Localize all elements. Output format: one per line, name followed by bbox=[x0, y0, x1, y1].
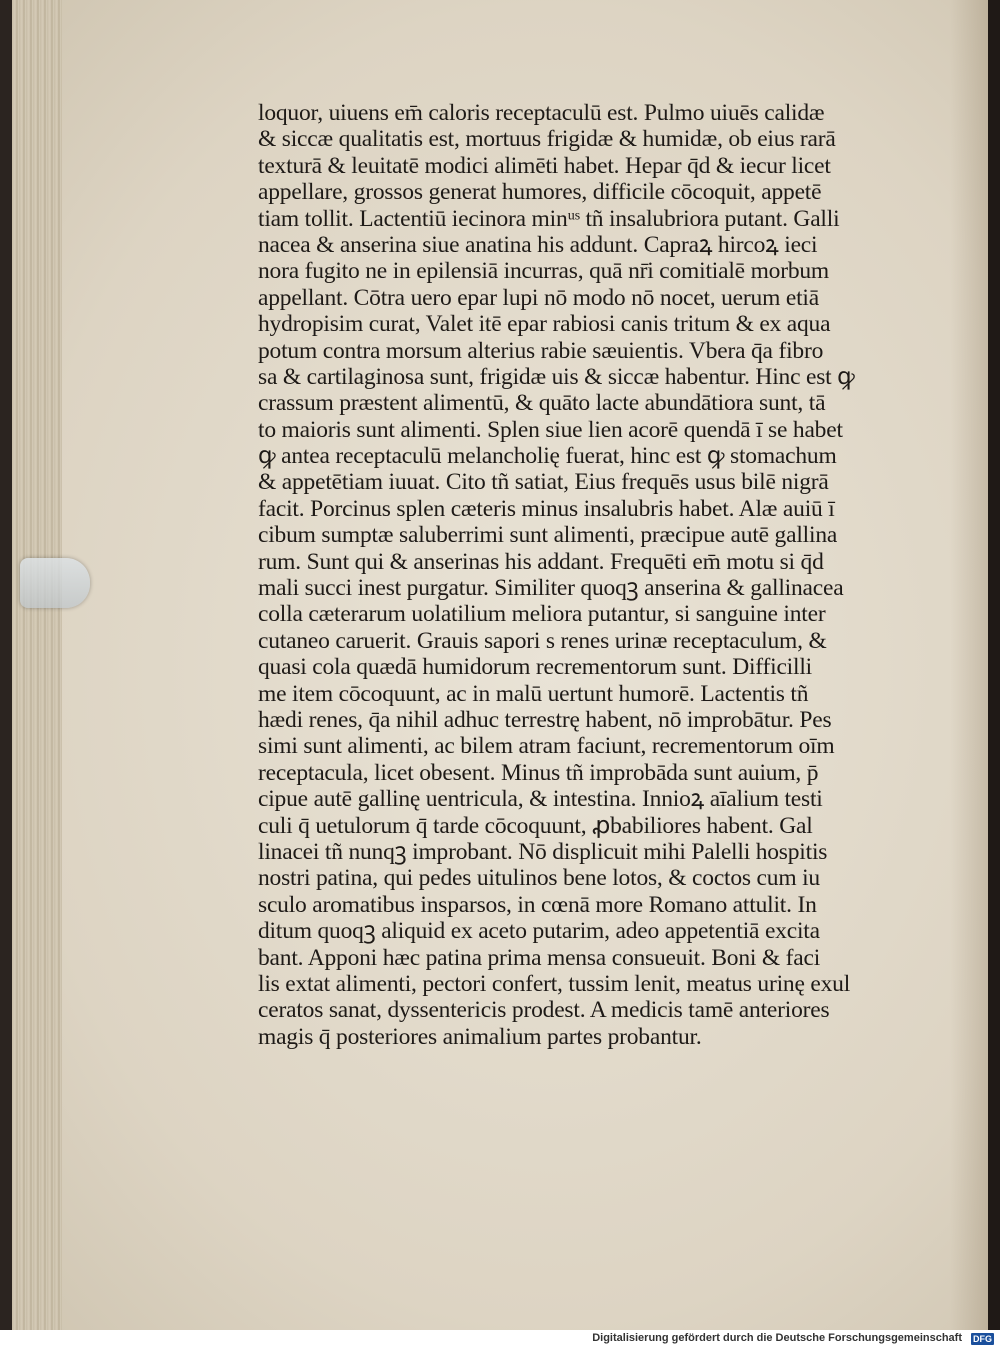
text-line: crassum præstent alimentū, & quāto lacte abundātiora sunt, tā bbox=[258, 390, 826, 417]
text-line: appellant. Cōtra uero epar lupi nō modo nō nocet, uerum etiā bbox=[258, 284, 819, 311]
text-line: sa & cartilaginosa sunt, frigidæ uis & siccæ habentur. Hinc est ꝙ bbox=[258, 363, 855, 390]
funding-credit: Digitalisierung gefördert durch die Deutsche Forschungsgemeinschaft bbox=[592, 1332, 962, 1344]
digitization-footer bbox=[0, 1330, 1000, 1349]
text-line: facit. Porcinus splen cæteris minus insalubris habet. Alæ auiū ī bbox=[258, 495, 835, 522]
text-line: hydropisim curat, Valet itē epar rabiosi canis tritum & ex aqua bbox=[258, 311, 831, 338]
text-line: texturā & leuitatē modici alimēti habet. Hepar q̄d & iecur licet bbox=[258, 152, 831, 179]
dfg-logo[interactable]: DFG bbox=[973, 1334, 992, 1344]
text-line: quasi cola quædā humidorum recrementorum sunt. Difficilli bbox=[258, 654, 813, 681]
text-line: nora fugito ne in epilensiā incurras, quā nr̄i comitialē morbum bbox=[258, 258, 830, 285]
text-line: rum. Sunt qui & anserinas his addant. Frequēti em̄ motu si q̄d bbox=[258, 548, 824, 575]
text-line: hædi renes, q̄a nihil adhuc terrestrę habent, nō improbātur. Pes bbox=[258, 706, 832, 733]
page-edges bbox=[12, 0, 62, 1330]
text-line: & siccæ qualitatis est, mortuus frigidæ & humidæ, ob eius rarā bbox=[258, 126, 836, 153]
gutter-shadow bbox=[950, 0, 990, 1330]
text-line: culi q̄ uetulorum q̄ tarde cōcoquunt, ꝓbabiliores habent. Gal bbox=[258, 812, 813, 839]
text-line: nostri patina, qui pedes uitulinos bene lotos, & coctos cum iu bbox=[258, 865, 820, 892]
text-line: bant. Apponi hæc patina prima mensa consueuit. Boni & faci bbox=[258, 944, 821, 971]
text-line: tiam tollit. Lactentiū iecinora minᵘˢ tñ insalubriora putant. Galli bbox=[258, 205, 840, 232]
text-line: to maioris sunt alimenti. Splen siue lien acorē quendā ī se habet bbox=[258, 416, 843, 443]
text-line: simi sunt alimenti, ac bilem atram faciunt, recrementorum oīm bbox=[258, 733, 835, 760]
text-line: colla cæterarum uolatilium meliora putantur, si sanguine inter bbox=[258, 601, 826, 628]
text-line: potum contra morsum alterius rabie sæuientis. Vbera q̄a fibro bbox=[258, 337, 824, 364]
text-line: mali succi inest purgatur. Similiter quoqꝫ anserina & gallinacea bbox=[258, 575, 844, 602]
text-line: appellare, grossos generat humores, difficile cōcoquit, appetē bbox=[258, 179, 822, 206]
text-line: cipue autē gallinę uentricula, & intestina. Innioꝝ aīalium testi bbox=[258, 786, 823, 813]
text-line: me item cōcoquunt, ac in malū uertunt humorē. Lactentis tñ bbox=[258, 680, 809, 707]
body-text bbox=[258, 100, 898, 1050]
text-line: & appetētiam iuuat. Cito tñ satiat, Eius frequēs usus bilē nigrā bbox=[258, 469, 829, 496]
text-line: magis q̄ posteriores animalium partes probantur. bbox=[258, 1023, 702, 1050]
text-line: ceratos sanat, dyssentericis prodest. A medicis tamē anteriores bbox=[258, 997, 830, 1024]
text-line: lis extat alimenti, pectori confert, tussim lenit, meatus urinę exul bbox=[258, 970, 851, 997]
text-line: nacea & anserina siue anatina his addunt. Capraꝝ hircoꝝ ieci bbox=[258, 231, 818, 258]
text-line: loquor, uiuens em̄ caloris receptaculū est. Pulmo uiuēs calidæ bbox=[258, 100, 825, 126]
text-line: cibum sumptæ saluberrimi sunt alimenti, præcipue autē gallina bbox=[258, 522, 838, 549]
text-line: sculo aromatibus insparsos, in cœnā more Romano attulit. In bbox=[258, 891, 817, 918]
text-line: ditum quoqꝫ aliquid ex aceto putarim, adeo appetentiā excita bbox=[258, 918, 820, 945]
text-line: ꝙ antea receptaculū melancholię fuerat, hinc est ꝙ stomachum bbox=[258, 443, 837, 470]
binding-edge bbox=[988, 0, 1000, 1330]
text-line: linacei tñ nunqꝫ improbant. Nō displicuit mihi Palelli hospitis bbox=[258, 838, 828, 865]
page-clip bbox=[20, 558, 90, 608]
text-line: receptacula, licet obesent. Minus tñ improbāda sunt auium, p̄ bbox=[258, 759, 819, 786]
text-line: cutaneo caruerit. Grauis sapori s renes urinæ receptaculum, & bbox=[258, 627, 827, 654]
